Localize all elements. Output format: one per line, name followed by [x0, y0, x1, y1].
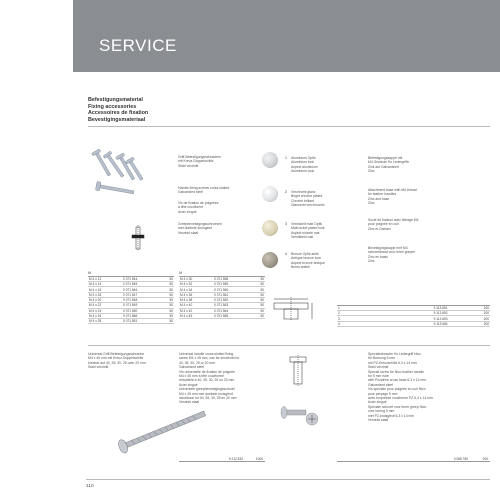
table-row: M 4 x 26 0 071 586 50 [89, 314, 173, 319]
table-row: M 4 x 14 0 071 545 50 [89, 282, 173, 287]
cap-number: 4 [285, 252, 287, 256]
universal-screw-desc-other: Universal handle cross-slotted fixing screw M4 x 45 mm, can be shortened to 40, 35, 30, 25 or 20 mm Galvanized steel Vis universelle de fixation de poignée M4 x 45 mm à tête cruciforme réductible à 40, 35, 30, 25 ou 20 mm Acier zingué Universele greepbevestigingsschroef M4 x 45 mm met dubbele kruisgleuf, inkortbaar tot 40, 35, 30, 25 en 20 mm Verzinkt staal [179, 352, 240, 405]
divider [88, 126, 490, 127]
table-row: 3 9 113 653 200 [338, 316, 489, 321]
cap-chrome-swatch [262, 186, 278, 202]
table-row: M 4 x 45 0 071 565 50 [180, 314, 264, 319]
table-header: M [179, 271, 265, 276]
heading-fr: Accessoires de fixation [88, 110, 149, 117]
cap-technical-drawing [268, 285, 328, 335]
table-row: M 4 x 30 0 071 558 50 [180, 276, 264, 281]
nico-screw-order-row: 0 068 780 200 [337, 457, 490, 462]
universal-screw-order-row: 9 212 832 1000 [179, 457, 265, 462]
footer-divider [86, 479, 490, 480]
table-row: 1 9 113 651 200 [338, 305, 489, 310]
table-row: M 4 x 20 0 071 548 50 [89, 298, 173, 303]
nico-screw-drawing [270, 355, 330, 445]
divider [88, 345, 490, 346]
nico-screw-desc: Spezialschraube für Ledergriff Nico für Bohrung 5 mm mit PZ-Kreuzschlitz 6,3 x 14 mm Stahl verzinkt Special screw for Nico leather handle for 5 mm hole with Pozidrive cross head 6.3 x 14 mm Galvanized steel Vis spéciale pour poignée en cuir Nico pour perçage 5 mm avec empreinte cruciforme PZ 6,3 x 14 mm Acier zingué Speciale schroef voor leren greep Nico voor boring 5 mm met PZ-kruisgleuf 6,3 x 14 mm Verzinkt staal [368, 352, 433, 423]
cap-bronze-swatch [262, 252, 278, 268]
banner-title: SERVICE [99, 36, 177, 55]
heading-de: Befestigungsmaterial [88, 97, 143, 103]
cap-finish-1: Aluminium Optik Aluminium look Aspect aluminium Aluminium-look [291, 156, 318, 174]
table-row: M 4 x 36 0 071 561 50 [180, 292, 264, 297]
table-row: 4 9 113 654 200 [338, 321, 489, 326]
cap-number: 3 [285, 222, 287, 226]
cap-finish-3: Vernickelt matt Optik Matt nickel plated look Aspect nickelé mat Vernikkeld mat [291, 222, 325, 240]
screws-desc-en: Handle fixing screws cross-slotted Galvanized steel [178, 186, 230, 195]
caps-desc-fr: Socle de fixation avec filetage M4 pour poignée en cuir Zinc et Galvani [368, 218, 419, 231]
universal-screw-desc-de: Universal Griff-Befestigungsschraube M4 x 45 mm mit Kreuz-Doppelschlitz kürzbar auf 40, 35, 30, 25 oder 20 mm Stahl verzinkt [88, 352, 146, 370]
table-row: M 4 x 38 0 071 562 50 [180, 298, 264, 303]
section-banner [73, 0, 500, 72]
screws-desc-nl: Greepbevestigingsschroeven met dubbele kruisgleuf Verzinkt staal [178, 222, 222, 235]
table-row: M 4 x 16 0 071 546 50 [89, 287, 173, 292]
table-row: M 4 x 28 0 071 551 50 [89, 319, 173, 324]
cap-finish-4: Bronze Optik antik Antique bronze look Aspect bronze antique Brons antiek [291, 252, 325, 270]
long-screw-illustration [110, 405, 220, 455]
table-row: M 4 x 18 0 071 547 50 [89, 292, 173, 297]
table-row: M 4 x 40 0 071 563 50 [180, 303, 264, 308]
cap-number: 2 [285, 190, 287, 194]
screws-desc-de: Griff-Befestigungsschrauben mit Kreuz-Doppelschlitz Stahl verzinkt [178, 155, 221, 168]
cap-number: 1 [285, 156, 287, 160]
screws-desc-fr: Vis de fixation de poignées à tête cruciforme Acier zingué [178, 201, 219, 214]
screw-table-2 [179, 271, 265, 319]
cap-nickel-swatch [262, 220, 278, 236]
table-row: M 4 x 42 0 071 564 50 [180, 308, 264, 313]
section-heading [88, 97, 148, 123]
caps-desc-de: Befestigungskappe mit M4 Gewinde für Ledergriffe Zink auf Galvanisiert Zinc [368, 156, 410, 174]
cap-finish-2: Verchromt glanz Bright chrome plated Chromé brillant Glanzend verchroomd [291, 190, 325, 208]
cap-aluminium-swatch [262, 152, 278, 168]
page-number: 110 [86, 484, 94, 489]
table-row: 2 9 113 652 200 [338, 311, 489, 316]
table-row: M 4 x 32 0 071 559 50 [180, 282, 264, 287]
table-row: M 4 x 22 0 071 549 50 [89, 303, 173, 308]
screw-drawing [120, 225, 160, 255]
table-row: M 4 x 34 0 071 560 50 [180, 287, 264, 292]
table-header: M [88, 271, 174, 276]
screws-illustration [90, 150, 160, 220]
table-row: M 4 x 24 0 071 550 50 [89, 308, 173, 313]
screw-table-1 [88, 271, 174, 324]
heading-en: Fixing accessories [88, 103, 137, 110]
caps-desc-nl: Bevestigingskapje met M4 schroefdraad voor leren grepen Zinc en basis Zinc [368, 246, 416, 264]
caps-desc-en: Attachment base with M4 thread for leather handles Zinc and base Zinc [368, 188, 417, 206]
heading-nl: Bevestigingsmateriaal [88, 116, 146, 123]
cap-table [337, 300, 490, 327]
table-row: M 4 x 12 0 071 544 50 [89, 276, 173, 281]
